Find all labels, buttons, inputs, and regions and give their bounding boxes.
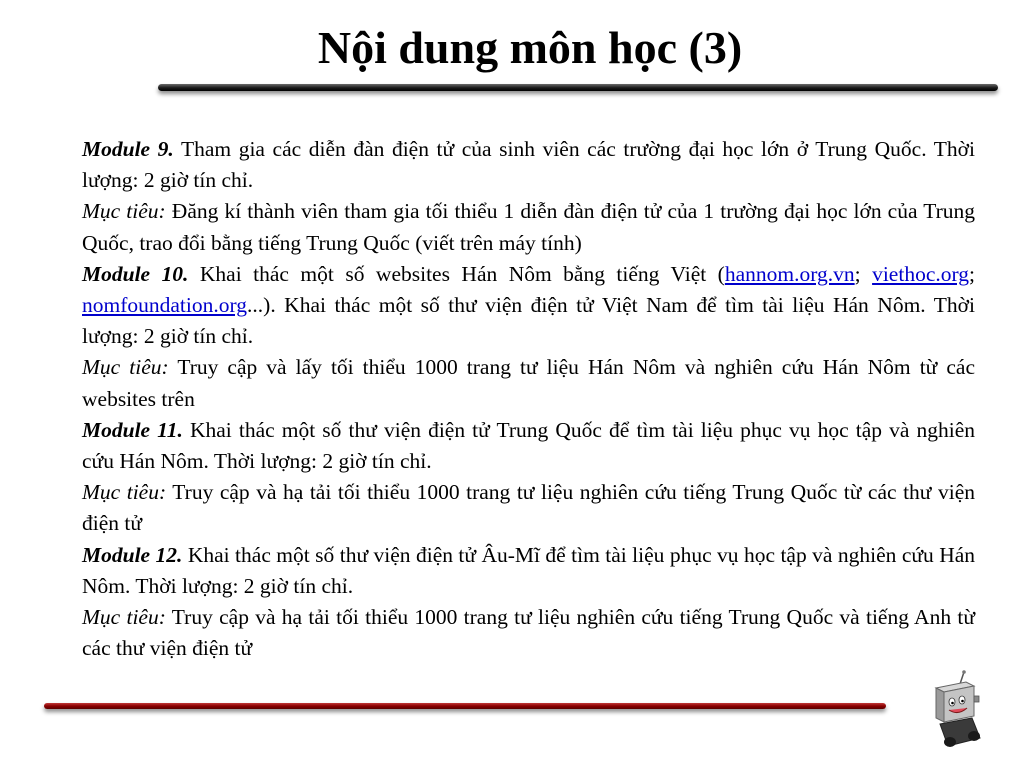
link-separator-2: ; xyxy=(969,261,975,286)
slide-title: Nội dung môn học (3) xyxy=(317,22,743,73)
module-11-goal-label: Mục tiêu: xyxy=(82,480,167,505)
module-9-text: Tham gia các diễn đàn điện tử của sinh viên các trường đại học lớn ở Trung Quốc. Thời lượng: 2 giờ tín chỉ. xyxy=(82,137,975,193)
module-9-goal xyxy=(82,196,975,258)
link-nomfoundation[interactable]: nomfoundation.org xyxy=(82,293,248,318)
footer-divider xyxy=(44,703,886,709)
link-viethoc[interactable]: viethoc.org xyxy=(872,261,970,286)
module-11-paragraph xyxy=(82,415,975,477)
link-separator-1: ; xyxy=(854,261,873,286)
module-10-goal-text: Truy cập và lấy tối thiểu 1000 trang tư liệu Hán Nôm và nghiên cứu Hán Nôm từ các websites trên xyxy=(82,355,975,411)
module-9-heading: Module 9. xyxy=(82,137,174,161)
robot-mascot-icon xyxy=(922,670,986,750)
module-11-goal xyxy=(82,477,975,539)
module-9-paragraph xyxy=(82,134,975,196)
module-12-heading: Module 12. xyxy=(82,542,183,567)
link-hannom[interactable]: hannom.org.vn xyxy=(724,261,855,286)
module-12-paragraph xyxy=(82,540,975,602)
module-11-text: Khai thác một số thư viện điện tử Trung Quốc để tìm tài liệu phục vụ học tập và nghiên cứu Hán Nôm. Thời lượng: 2 giờ tín chỉ. xyxy=(82,417,975,474)
module-10-paragraph xyxy=(82,259,975,353)
module-12-goal xyxy=(82,602,975,664)
module-9-goal-text: Đăng kí thành viên tham gia tối thiểu 1 diễn đàn điện tử của 1 trường đại học lớn của Trung Quốc, trao đổi bằng tiếng Trung Quốc (viết trên máy tính) xyxy=(82,199,975,255)
module-10-text-before: Khai thác một số websites Hán Nôm bằng tiếng Việt ( xyxy=(188,261,725,286)
module-11-heading: Module 11. xyxy=(82,417,183,442)
module-10-text-after: ...). Khai thác một số thư viện điện tử Việt Nam để tìm tài liệu Hán Nôm. Thời lượng: 2 giờ tín chỉ. xyxy=(82,293,975,349)
module-12-text: Khai thác một số thư viện điện tử Âu-Mĩ để tìm tài liệu phục vụ học tập và nghiên cứu Hán Nôm. Thời lượng: 2 giờ tín chỉ. xyxy=(82,542,976,598)
module-12-goal-text: Truy cập và hạ tải tối thiểu 1000 trang tư liệu nghiên cứu tiếng Trung Quốc và tiếng Anh từ các thư viện điện tử xyxy=(82,605,975,661)
slide-body xyxy=(82,134,975,664)
module-12-goal-label: Mục tiêu: xyxy=(82,605,166,630)
module-9-goal-label: Mục tiêu: xyxy=(82,199,166,224)
module-10-heading: Module 10. xyxy=(82,261,189,286)
module-10-goal-label: Mục tiêu: xyxy=(82,355,169,380)
module-10-goal xyxy=(82,352,975,414)
title-divider xyxy=(158,84,998,91)
module-11-goal-text: Truy cập và hạ tải tối thiểu 1000 trang tư liệu nghiên cứu tiếng Trung Quốc từ các thư viện điện tử xyxy=(82,480,975,536)
